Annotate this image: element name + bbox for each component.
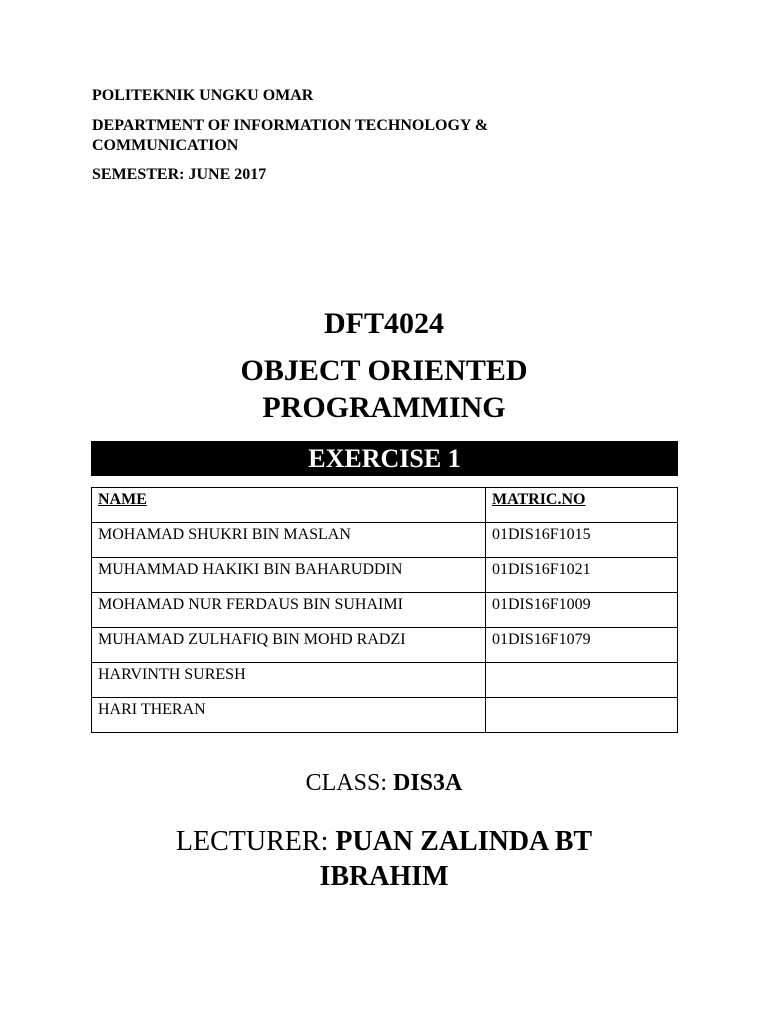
lecturer-label: LECTURER: [175,826,336,857]
member-name: MOHAMAD NUR FERDAUS BIN SUHAIMI [92,593,486,628]
exercise-banner: EXERCISE 1 [91,441,678,476]
course-code: DFT4024 [324,307,444,340]
member-matric: 01DIS16F1009 [486,593,678,628]
member-name: HARVINTH SURESH [92,663,486,698]
member-matric: 01DIS16F1021 [486,558,678,593]
member-matric [486,663,678,698]
member-name: MUHAMAD ZULHAFIQ BIN MOHD RADZI [92,628,486,663]
table-header-row [92,488,678,523]
member-matric [486,698,678,733]
lecturer-info [0,824,768,894]
class-label: CLASS: [305,770,393,796]
table-row [92,628,678,663]
table-row [92,663,678,698]
table-row [92,558,678,593]
matric-column-header: MATRIC.NO [486,488,678,523]
header-block [92,86,592,195]
table-row [92,698,678,733]
institution-name: POLITEKNIK UNGKU OMAR [92,87,314,104]
course-title [0,352,768,426]
course-title-line-2: PROGRAMMING [262,391,506,424]
lecturer-name-line-2: IBRAHIM [319,861,449,892]
member-name: MUHAMMAD HAKIKI BIN BAHARUDDIN [92,558,486,593]
member-name: HARI THERAN [92,698,486,733]
course-title-line-1: OBJECT ORIENTED [240,354,528,387]
name-column-header: NAME [92,488,486,523]
member-matric: 01DIS16F1015 [486,523,678,558]
class-value: DIS3A [393,770,463,796]
department-name: DEPARTMENT OF INFORMATION TECHNOLOGY & COMMUNICATION [92,117,489,154]
class-info [0,768,768,798]
members-table [91,487,678,733]
semester: SEMESTER: JUNE 2017 [92,166,267,183]
lecturer-name-line-1: PUAN ZALINDA BT [335,826,593,857]
member-matric: 01DIS16F1079 [486,628,678,663]
table-row [92,523,678,558]
member-name: MOHAMAD SHUKRI BIN MASLAN [92,523,486,558]
table-row [92,593,678,628]
